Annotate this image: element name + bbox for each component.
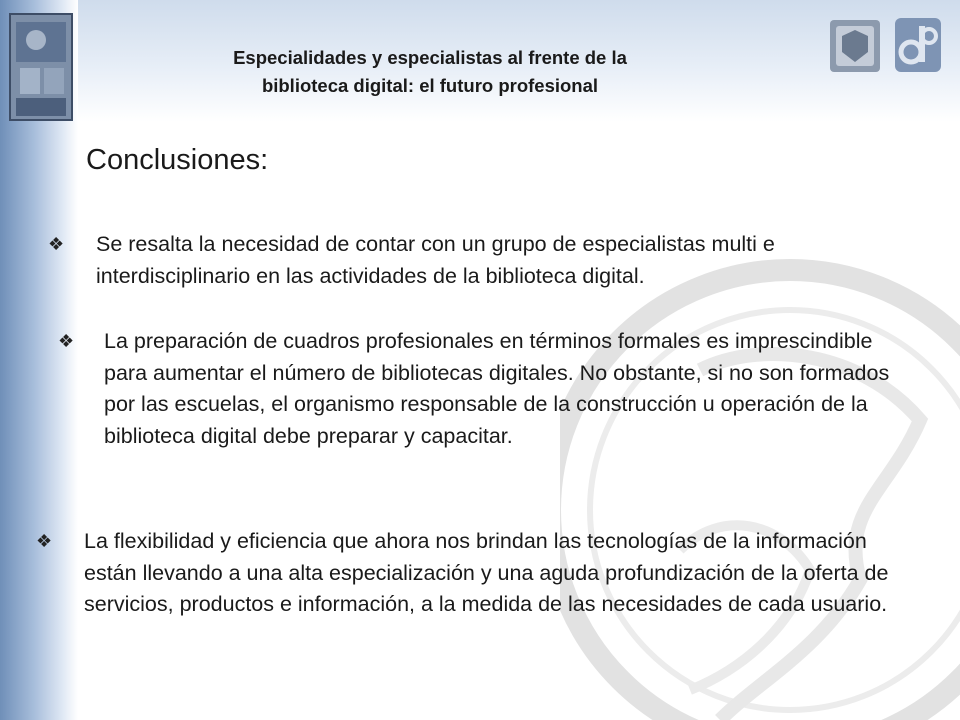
bullet-item (48, 229, 898, 292)
header-title-line1: Especialidades y especialistas al frente de la (233, 47, 627, 68)
bullet-text: Se resalta la necesidad de contar con un grupo de especialistas multi e interdisciplinario en las actividades de la biblioteca digital. (96, 232, 775, 288)
library-building-image (6, 4, 80, 122)
diamond-four-icon: ❖ (58, 331, 75, 351)
unam-escudo-logo (828, 18, 882, 74)
bullet-item (36, 526, 896, 621)
bullet-text: La flexibilidad y eficiencia que ahora nos brindan las tecnologías de la información están llevando a una alta especialización y una aguda profundización de la oferta de servicios, productos e información, a la medida de las necesidades de cada usuario. (84, 529, 889, 616)
unam-watermark-seal (560, 250, 960, 720)
bullet-text: La preparación de cuadros profesionales en términos formales es imprescindible para aumentar el número de bibliotecas digitales. No obstante, si no son formados por las escuelas, el organismo responsable de la construcción u operación de la biblioteca digital debe preparar y capacitar. (104, 329, 890, 448)
dgb-logo (893, 16, 943, 74)
diamond-four-icon: ❖ (48, 234, 65, 254)
diamond-four-icon: ❖ (36, 531, 53, 551)
bullet-item (58, 326, 898, 452)
slide-heading: Conclusiones: (86, 144, 269, 176)
header-title-line2: biblioteca digital: el futuro profesional (261, 75, 599, 96)
slide-header (150, 44, 710, 100)
